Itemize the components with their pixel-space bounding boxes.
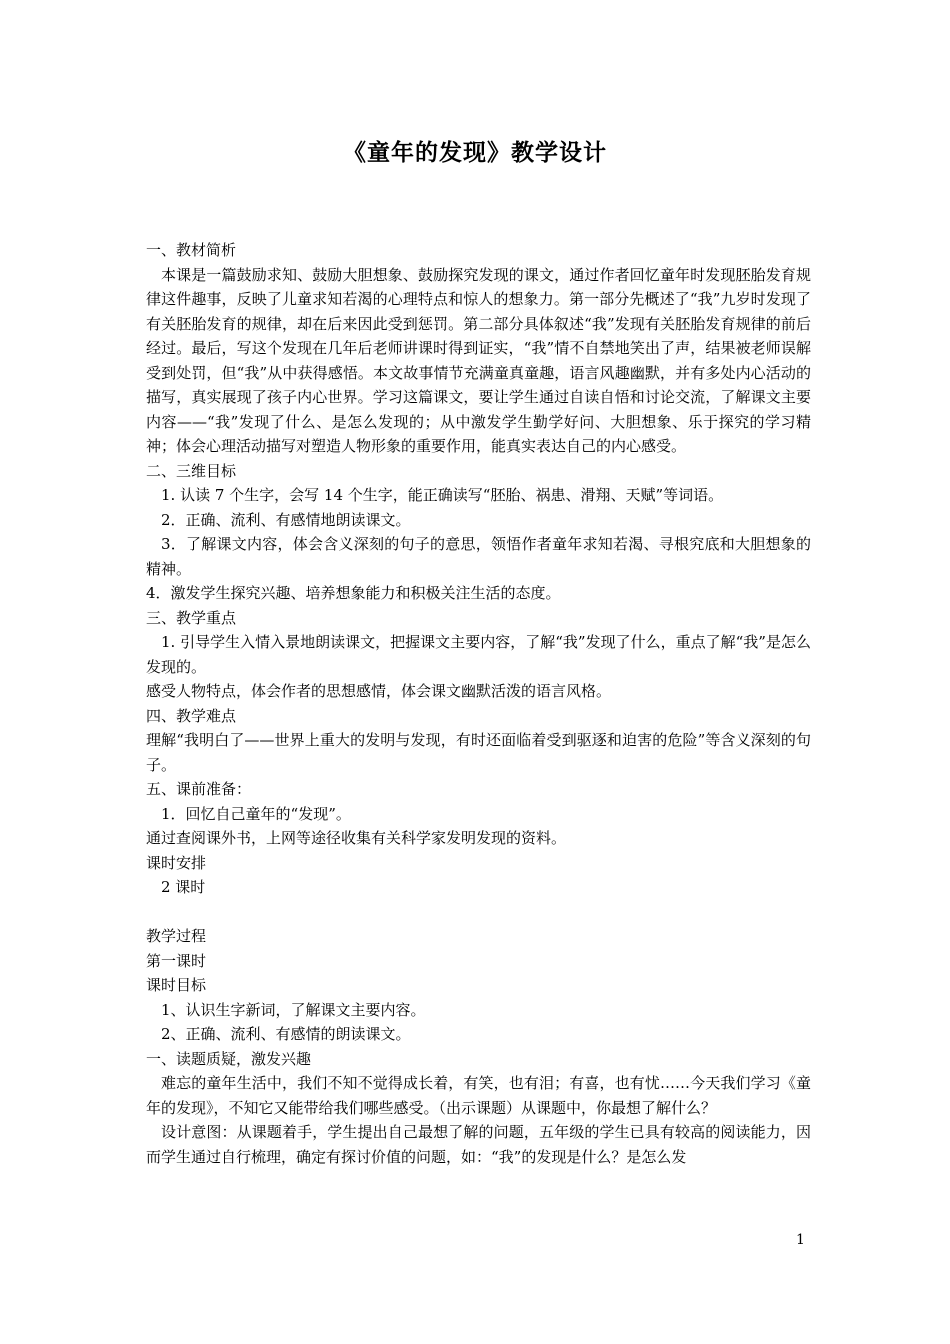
document-body: [146, 238, 811, 1169]
list-item: 3．了解课文内容，体会含义深刻的句子的意思，领悟作者童年求知若渴、寻根究底和大胆想象的精神。: [146, 535, 811, 578]
paragraph: 通过查阅课外书，上网等途径收集有关科学家发明发现的资料。: [146, 829, 567, 847]
section-heading: 二、三维目标: [146, 461, 237, 480]
section-heading: 一、读题质疑，激发兴趣: [146, 1049, 312, 1068]
section-heading: 五、课前准备：: [146, 780, 252, 798]
page-number: 1: [796, 1232, 805, 1248]
section-heading: 一、教材简析: [146, 241, 237, 259]
paragraph: 本课是一篇鼓励求知、鼓励大胆想象、鼓励探究发现的课文，通过作者回忆童年时发现胚胎发育规律这件趣事，反映了儿童求知若渴的心理特点和惊人的想象力。第一部分先概述了“我”九岁时发现了有关胚胎发育的规律，却在后来因此受到惩罚。第二部分具体叙述“我”发现有关胚胎发育规律的前后经过。最后，写这个发现在几年后老师讲课时得到证实，“我”情不自禁地笑出了声，结果被老师误解受到处罚，但“我”从中获得感悟。本文故事情节充满童真童趣，语言风趣幽默，并有多处内心活动的描写，真实展现了孩子内心世界。学习这篇课文，要让学生通过自读自悟和讨论交流，了解课文主要内容——“我”发现了什么、是怎么发现的；从中激发学生勤学好问、大胆想象、乐于探究的学习精神；体会心理活动描写对塑造人物形象的重要作用，能真实表达自己的内心感受。: [146, 265, 811, 455]
section-heading: 四、教学难点: [146, 706, 237, 725]
list-item: 1、认识生字新词，了解课文主要内容。: [161, 1000, 426, 1019]
document-title: 《童年的发现》教学设计: [343, 140, 607, 166]
list-item: 1．回忆自己童年的“发现”。: [161, 804, 351, 823]
section-heading: 课时安排: [146, 853, 207, 872]
paragraph: 设计意图：从课题着手，学生提出自己最想了解的问题，五年级的学生已具有较高的阅读能力，因而学生通过自行梳理，确定有探讨价值的问题，如：“我”的发现是什么？是怎么发: [146, 1123, 811, 1166]
list-item: 2．正确、流利、有感情地朗读课文。: [161, 510, 411, 529]
section-heading: 第一课时: [146, 951, 207, 970]
section-heading: 课时目标: [146, 976, 207, 994]
paragraph: 难忘的童年生活中，我们不知不觉得成长着，有笑，也有泪；有喜，也有忧……今天我们学习《童年的发现》，不知它又能带给我们哪些感受。（出示课题）从课题中，你最想了解什么？: [146, 1074, 811, 1117]
paragraph: 2 课时: [161, 878, 206, 896]
list-item: 1. 认读 7 个生字，会写 14 个生字，能正确读写“胚胎、祸患、滑翔、天赋”等词语。: [161, 486, 724, 504]
section-heading: 教学过程: [146, 927, 207, 945]
list-item: 4．激发学生探究兴趣、培养想象能力和积极关注生活的态度。: [146, 584, 561, 602]
spacer: [146, 900, 811, 925]
paragraph: 感受人物特点，体会作者的思想感情，体会课文幽默活泼的语言风格。: [146, 682, 612, 700]
list-item: 2、正确、流利、有感情的朗读课文。: [161, 1025, 411, 1043]
paragraph: 理解“我明白了——世界上重大的发明与发现，有时还面临着受到驱逐和迫害的危险”等含义深刻的句子。: [146, 731, 811, 774]
section-heading: 三、教学重点: [146, 608, 237, 627]
list-item: 1. 引导学生入情入景地朗读课文，把握课文主要内容，了解“我”发现了什么，重点了解“我”是怎么发现的。: [146, 633, 811, 676]
